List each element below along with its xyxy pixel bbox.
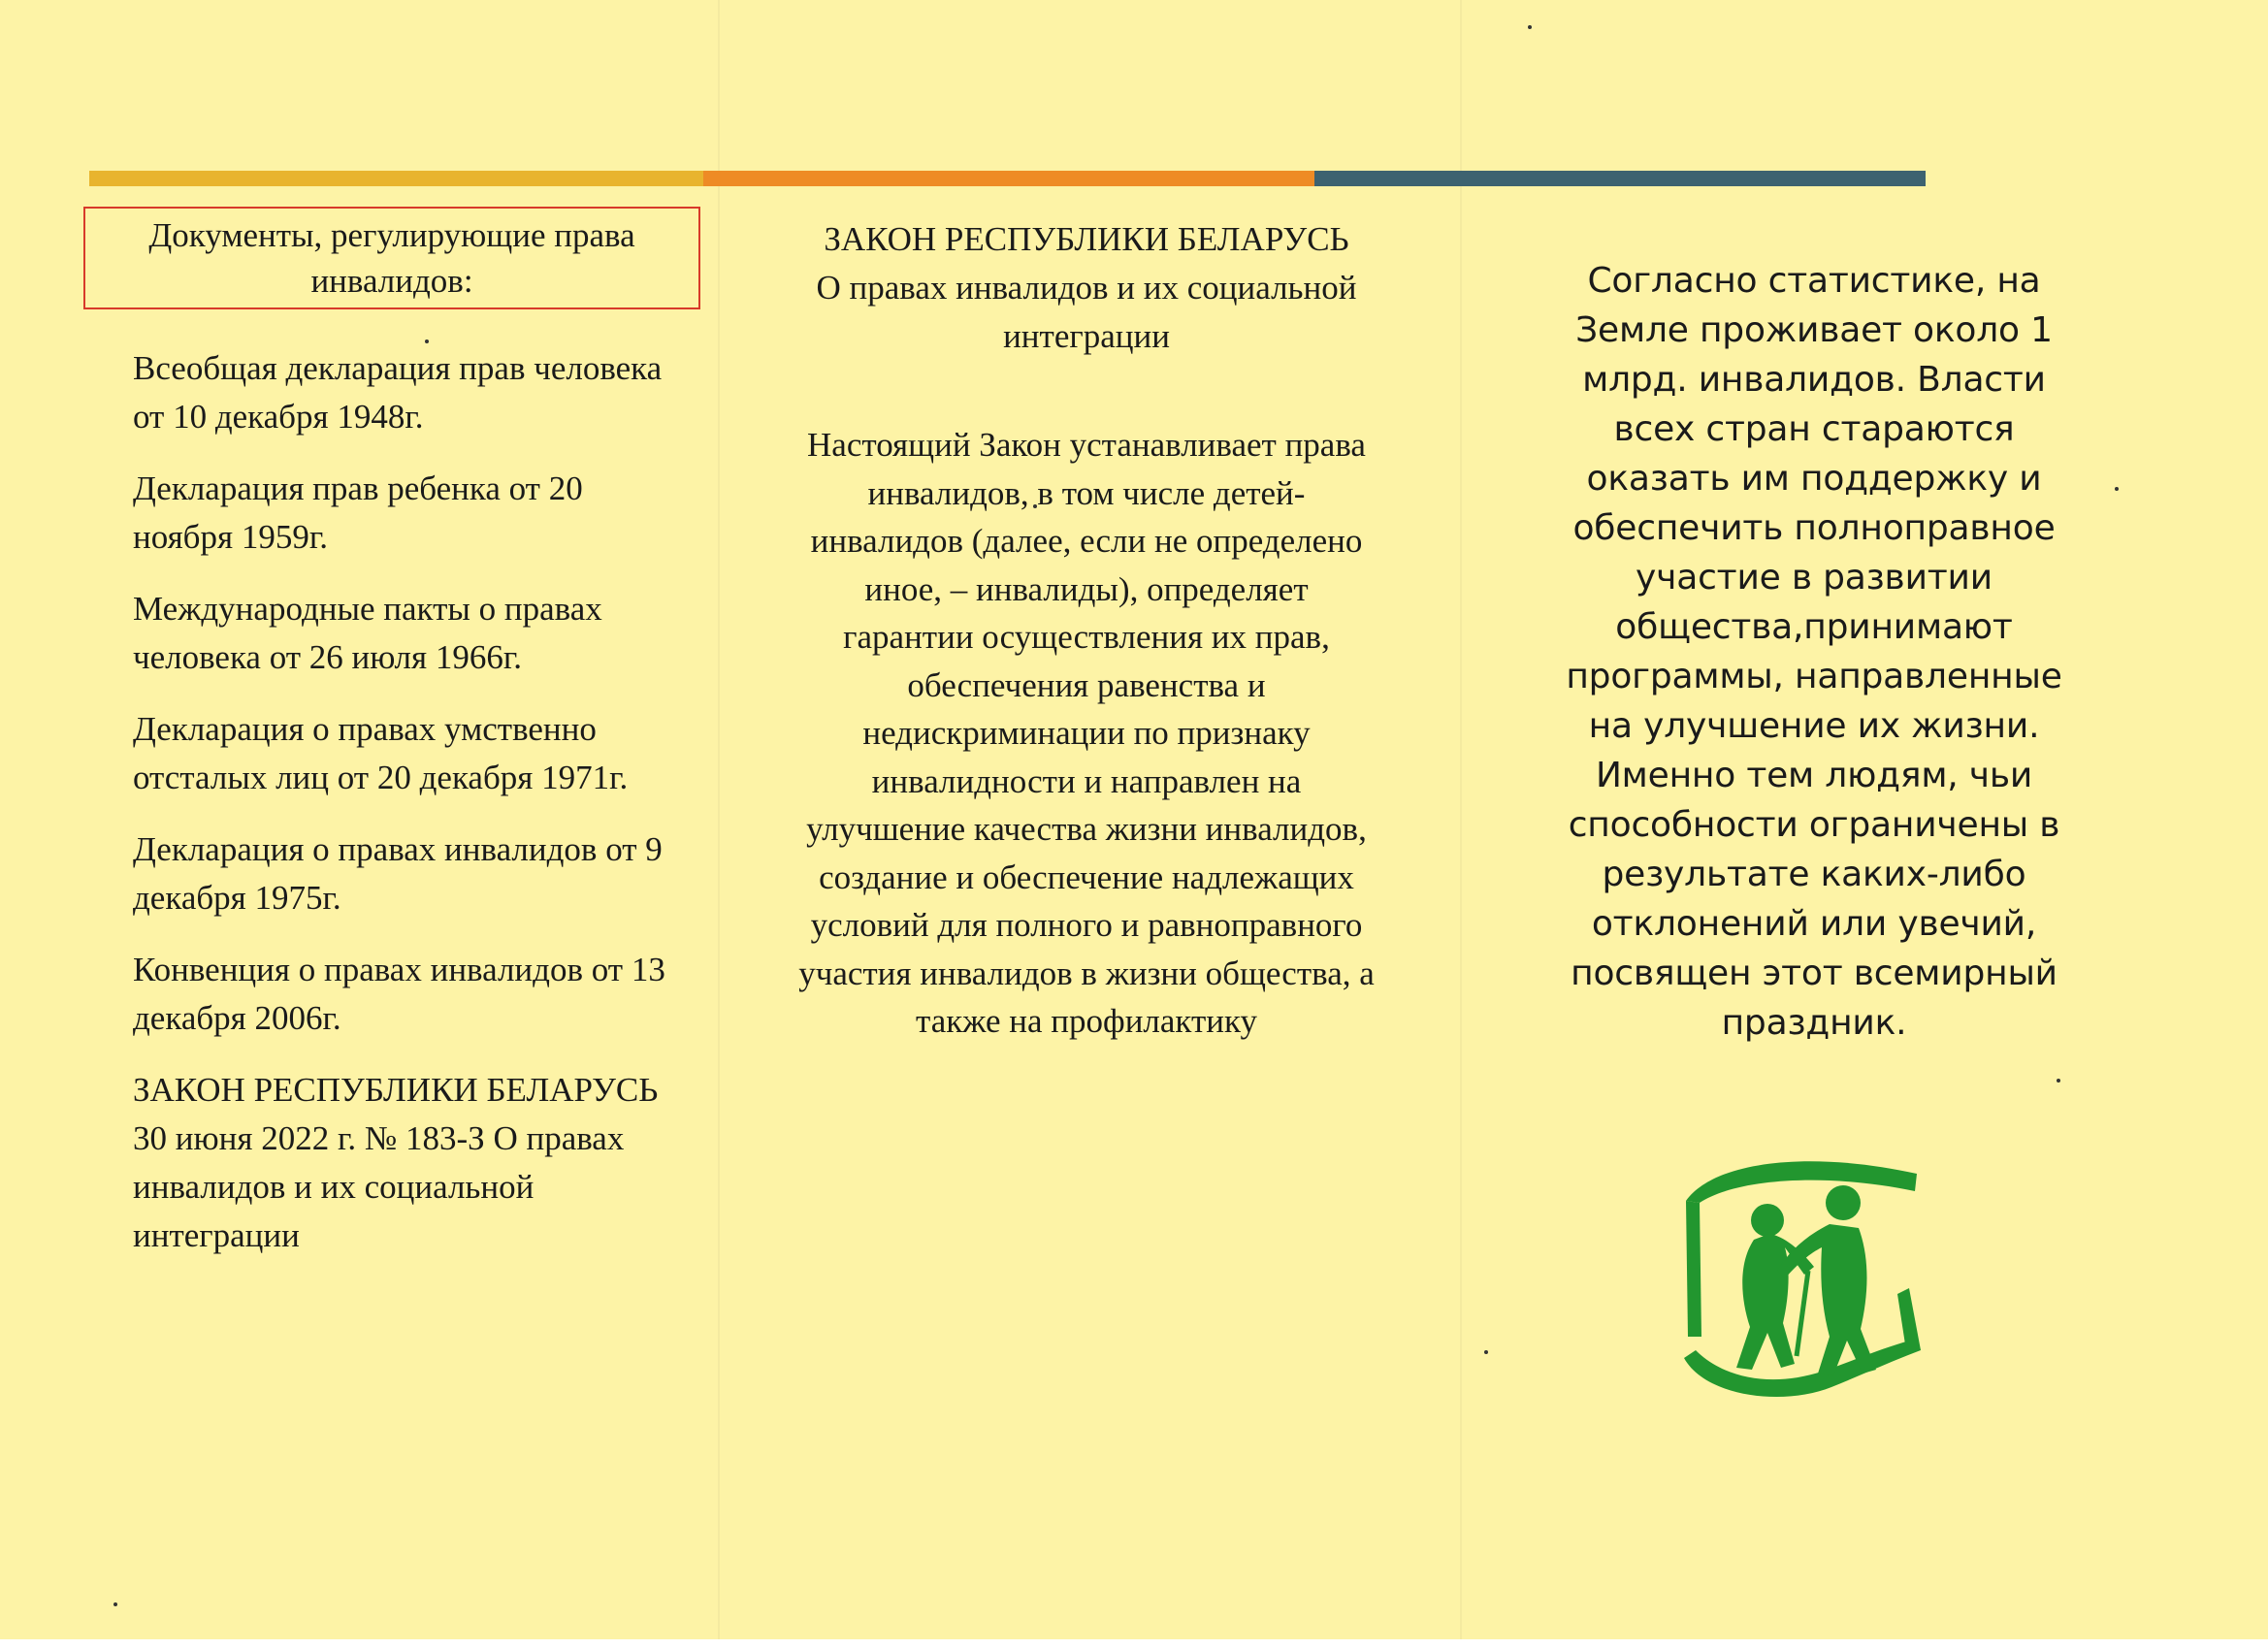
law-body-text: Настоящий Закон устанавливает права инвалидов, в том числе детей-инвалидов (далее, если не определено иное, – инвалиды), определяет гарантии осуществления их прав, обеспечения равенства и недискриминации по признаку инвалидности и направлен на улучшение качества жизни инвалидов, создание и обеспечение надлежащих условий для полного и равноправного участия инвалидов в жизни общества, а также на профилактику — [798, 426, 1375, 1040]
document-item: Декларация о правах умственно отсталых лиц от 20 декабря 1971г. — [133, 710, 629, 796]
document-item: Декларация о правах инвалидов от 9 декабря 1975г. — [133, 830, 663, 917]
top-stripe-yellow — [89, 171, 703, 186]
documents-heading: Документы, регулирующие права инвалидов: — [148, 216, 635, 300]
document-item: Декларация прав ребенка от 20 ноября 1959г. — [133, 469, 583, 556]
hands-sheltering-two-people-logo — [1676, 1143, 1928, 1414]
paper-speck — [113, 1602, 117, 1606]
paper-speck — [2115, 487, 2119, 491]
document-item: ЗАКОН РЕСПУБЛИКИ БЕЛАРУСЬ 30 июня 2022 г. № 183-З О правах инвалидов и их социальной интеграции — [133, 1071, 659, 1254]
law-title: ЗАКОН РЕСПУБЛИКИ БЕЛАРУСЬ — [824, 220, 1349, 258]
top-stripe-orange — [703, 171, 1314, 186]
paper-speck — [1484, 1350, 1488, 1354]
paper-speck — [1528, 25, 1532, 29]
document-item: Международные пакты о правах человека от 26 июля 1966г. — [133, 590, 602, 676]
fold-line-right — [1460, 0, 1462, 1639]
documents-heading-box — [83, 207, 700, 309]
law-subtitle: О правах инвалидов и их социальной интеграции — [816, 269, 1357, 355]
law-panel — [795, 215, 1377, 1046]
statistics-text: Согласно статистике, на Земле проживает около 1 млрд. инвалидов. Власти всех стран стараются оказать им поддержку и обеспечить полноправное участие в развитии общества,принимают программы, направленные на улучшение их жизни. Именно тем людям, чьи способности ограничены в результате каких-либо отклонений или увечий, посвящен этот всемирный праздник. — [1566, 261, 2062, 1043]
document-item: Всеобщая декларация прав человека от 10 декабря 1948г. — [133, 349, 663, 436]
document-item: Конвенция о правах инвалидов от 13 декабря 2006г. — [133, 951, 665, 1037]
paper-speck — [425, 340, 429, 343]
fold-line-left — [718, 0, 720, 1639]
documents-list — [133, 344, 676, 1260]
top-stripe-teal — [1314, 171, 1926, 186]
paper-speck — [2057, 1079, 2060, 1083]
